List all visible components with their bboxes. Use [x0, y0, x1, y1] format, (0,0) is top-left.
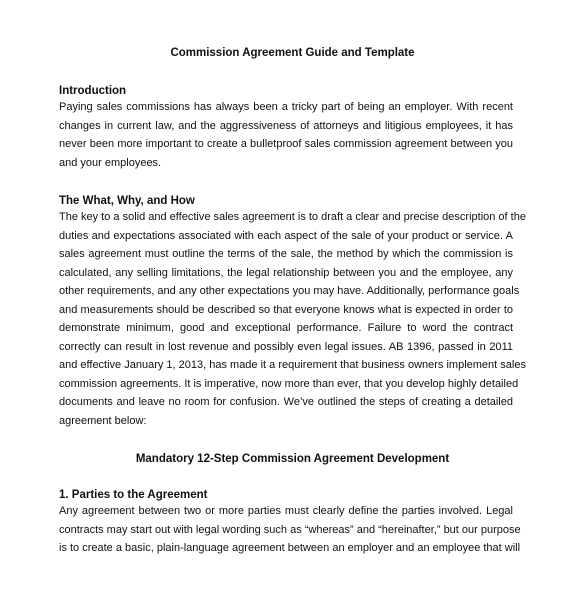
section-heading-introduction: Introduction	[59, 85, 127, 97]
paragraph-line: Any agreement between two or more parties must clearly define the parties involved. Legal	[59, 505, 513, 517]
section-heading-12-step: Mandatory 12-Step Commission Agreement Development	[135, 453, 450, 465]
paragraph-line: and effective January 1, 2013, has made it a requirement that business owners implement sales	[59, 359, 526, 371]
document-title: Commission Agreement Guide and Template	[170, 47, 415, 59]
paragraph-line: and measurements should be described so that everyone knows what is expected in order to	[59, 303, 513, 316]
paragraph-line: other requirements, and any other expectations you may have. Additionally, performance goals	[59, 285, 520, 297]
paragraph-line: is to create a basic, plain-language agreement between an employer and an employee that will	[59, 542, 521, 554]
paragraph-line: never been more important to create a bulletproof sales commission agreement between you	[59, 138, 513, 150]
paragraph-line: changes in current law, and the aggressiveness of attorneys and litigious employees, it has	[59, 119, 513, 132]
paragraph-line: sales agreement must outline the terms of the sale, the method by which the commission is	[59, 248, 513, 260]
paragraph-line: commission agreements. It is imperative, now more than ever, that you develop highly detailed	[59, 377, 519, 390]
paragraph-line: The key to a solid and effective sales agreement is to draft a clear and precise description of the	[59, 211, 526, 223]
paragraph-line: correctly can result in lost revenue and possibly even legal issues. AB 1396, passed in 2011	[59, 340, 513, 353]
section-heading-what-why-how: The What, Why, and How	[59, 195, 195, 207]
paragraph-line: duties and expectations associated with each aspect of the sale of your product or service. A	[59, 229, 513, 242]
paragraph-line: demonstrate minimum, good and exceptional performance. Failure to word the contract	[59, 322, 513, 334]
paragraph-line: agreement below:	[59, 414, 147, 427]
paragraph-line: and your employees.	[59, 156, 162, 169]
paragraph-line: documents and leave no room for confusion. We’ve outlined the steps of creating a detailed	[59, 396, 513, 408]
what-why-how-paragraph	[59, 208, 526, 430]
section-heading-parties: 1. Parties to the Agreement	[59, 489, 208, 501]
paragraph-line: Paying sales commissions has always been a tricky part of being an employer. With recent	[59, 101, 513, 113]
paragraph-line: contracts may start out with legal wording such as “whereas” and “hereinafter,” but our purpose	[59, 523, 521, 536]
page-bottom-fade	[0, 582, 585, 600]
parties-paragraph	[59, 502, 521, 558]
introduction-paragraph	[59, 98, 513, 172]
paragraph-line: calculated, any selling limitations, the legal relationship between you and the employee, any	[59, 266, 513, 279]
